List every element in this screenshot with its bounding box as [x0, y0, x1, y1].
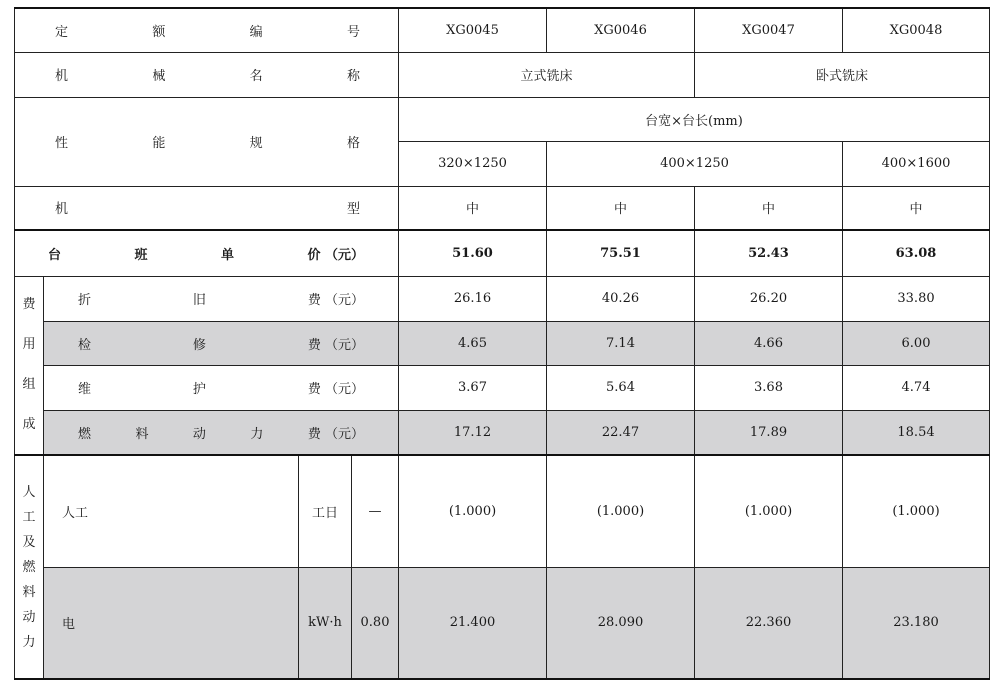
machine-type-label-cell [15, 186, 399, 230]
labor-group-char: 力 [22, 634, 36, 650]
machine-type-cell: 中 [695, 186, 843, 230]
machine-name-label-char: 称 [346, 69, 360, 84]
quota-code-label-char: 额 [152, 24, 166, 40]
cost-item-label-char: 料 [135, 426, 149, 442]
cost-value-cell: 6.00 [843, 321, 990, 365]
quota-code-label-cell [15, 8, 399, 52]
cost-item-label-char: 检 [78, 337, 92, 353]
labor-group-char: 工 [22, 509, 36, 525]
shift-price-cell: 75.51 [547, 230, 695, 276]
cost-value-cell: 22.47 [547, 410, 695, 455]
cost-group-char: 组 [22, 377, 36, 393]
machine-type-label-char: 机 [55, 202, 69, 218]
quota-code-cell: XG0046 [547, 8, 695, 52]
cost-item-label-char: 护 [192, 382, 206, 397]
row-quota-code [15, 8, 990, 52]
spec-label-char: 规 [249, 136, 263, 151]
resource-value-cell: (1.000) [695, 455, 843, 567]
labor-group-char: 料 [22, 584, 36, 600]
quota-code-cell: XG0047 [695, 8, 843, 52]
resource-name-cell: 人工 [44, 455, 299, 567]
resource-unit-cell: kW·h [299, 567, 352, 679]
cost-value-cell: 4.66 [695, 321, 843, 365]
machine-name-cell: 立式铣床 [399, 52, 695, 97]
cost-item-label-char: 力 [250, 426, 264, 442]
resource-value-cell: 23.180 [843, 567, 990, 679]
labor-group-char: 动 [22, 609, 36, 625]
cost-value-cell: 26.20 [695, 276, 843, 321]
cost-group-char: 用 [22, 337, 36, 353]
cost-item-label-cell [44, 321, 399, 365]
machine-type-cell: 中 [843, 186, 990, 230]
labor-group-char: 人 [22, 484, 36, 500]
shift-price-label-char: 班 [134, 247, 148, 263]
shift-price-label-char: 单 [220, 247, 234, 263]
machine-name-label-char: 名 [249, 69, 263, 84]
cost-group-label-cell [15, 276, 44, 455]
resource-unit-cell: 工日 [299, 455, 352, 567]
row-shift-price [15, 230, 990, 276]
cost-value-cell: 4.74 [843, 365, 990, 410]
machine-name-cell: 卧式铣床 [695, 52, 990, 97]
quota-code-label-char: 定 [55, 24, 69, 40]
cost-item-label-char: 燃 [78, 426, 92, 442]
spec-value-cell: 400×1600 [843, 141, 990, 186]
resource-price-cell: — [352, 455, 399, 567]
row-spec-title [15, 97, 990, 141]
resource-value-cell: (1.000) [547, 455, 695, 567]
spec-value-cell: 320×1250 [399, 141, 547, 186]
quota-code-cell: XG0048 [843, 8, 990, 52]
row-overhaul [15, 321, 990, 365]
labor-group-char: 燃 [22, 559, 36, 575]
row-fuel-power [15, 410, 990, 455]
cost-item-label-char: 维 [78, 382, 92, 397]
resource-name-cell: 电 [44, 567, 299, 679]
row-depreciation [15, 276, 990, 321]
cost-value-cell: 17.89 [695, 410, 843, 455]
cost-item-label-cell [44, 276, 399, 321]
spec-label-char: 能 [152, 136, 166, 151]
cost-value-cell: 33.80 [843, 276, 990, 321]
cost-item-label-char: 修 [192, 337, 206, 353]
machine-name-label-char: 机 [55, 69, 69, 84]
cost-group-char: 费 [22, 297, 36, 313]
labor-group-char: 及 [22, 534, 36, 550]
quota-code-label-char: 编 [249, 24, 263, 40]
resource-value-cell: (1.000) [843, 455, 990, 567]
shift-price-label-char: 价 （元） [307, 247, 364, 263]
resource-value-cell: 22.360 [695, 567, 843, 679]
cost-item-label-cell [44, 410, 399, 455]
cost-item-label-char: 动 [192, 426, 206, 442]
shift-price-label-cell [15, 230, 399, 276]
shift-price-cell: 63.08 [843, 230, 990, 276]
cost-value-cell: 17.12 [399, 410, 547, 455]
machine-quota-table [14, 7, 990, 680]
cost-item-label-char: 费 （元） [307, 293, 364, 308]
machine-type-cell: 中 [399, 186, 547, 230]
cost-value-cell: 18.54 [843, 410, 990, 455]
row-electricity [15, 567, 990, 679]
cost-item-label-char: 折 [78, 293, 92, 308]
cost-value-cell: 4.65 [399, 321, 547, 365]
cost-group-char: 成 [22, 417, 36, 433]
row-maintenance [15, 365, 990, 410]
cost-item-label-char: 费 （元） [307, 426, 364, 442]
machine-name-label-char: 械 [152, 69, 166, 84]
cost-value-cell: 40.26 [547, 276, 695, 321]
cost-item-label-char: 旧 [192, 293, 206, 308]
labor-group-label-cell [15, 455, 44, 679]
resource-value-cell: (1.000) [399, 455, 547, 567]
spec-title-cell: 台宽×台长(mm) [399, 97, 990, 141]
quota-code-cell: XG0045 [399, 8, 547, 52]
shift-price-cell: 51.60 [399, 230, 547, 276]
machine-type-label-char: 型 [346, 202, 360, 218]
resource-price-cell: 0.80 [352, 567, 399, 679]
resource-value-cell: 28.090 [547, 567, 695, 679]
machine-name-label-cell [15, 52, 399, 97]
spec-label-char: 性 [55, 136, 69, 151]
shift-price-cell: 52.43 [695, 230, 843, 276]
row-labor [15, 455, 990, 567]
row-machine-name [15, 52, 990, 97]
spec-label-char: 格 [346, 136, 360, 151]
spec-label-cell [15, 97, 399, 186]
quota-table-sheet [14, 7, 989, 678]
resource-value-cell: 21.400 [399, 567, 547, 679]
row-machine-type [15, 186, 990, 230]
cost-value-cell: 26.16 [399, 276, 547, 321]
cost-item-label-char: 费 （元） [307, 337, 364, 353]
cost-item-label-cell [44, 365, 399, 410]
cost-value-cell: 5.64 [547, 365, 695, 410]
cost-value-cell: 3.67 [399, 365, 547, 410]
cost-value-cell: 7.14 [547, 321, 695, 365]
spec-value-cell: 400×1250 [547, 141, 843, 186]
cost-value-cell: 3.68 [695, 365, 843, 410]
machine-type-cell: 中 [547, 186, 695, 230]
cost-item-label-char: 费 （元） [307, 382, 364, 397]
quota-code-label-char: 号 [346, 24, 360, 40]
shift-price-label-char: 台 [48, 247, 62, 263]
